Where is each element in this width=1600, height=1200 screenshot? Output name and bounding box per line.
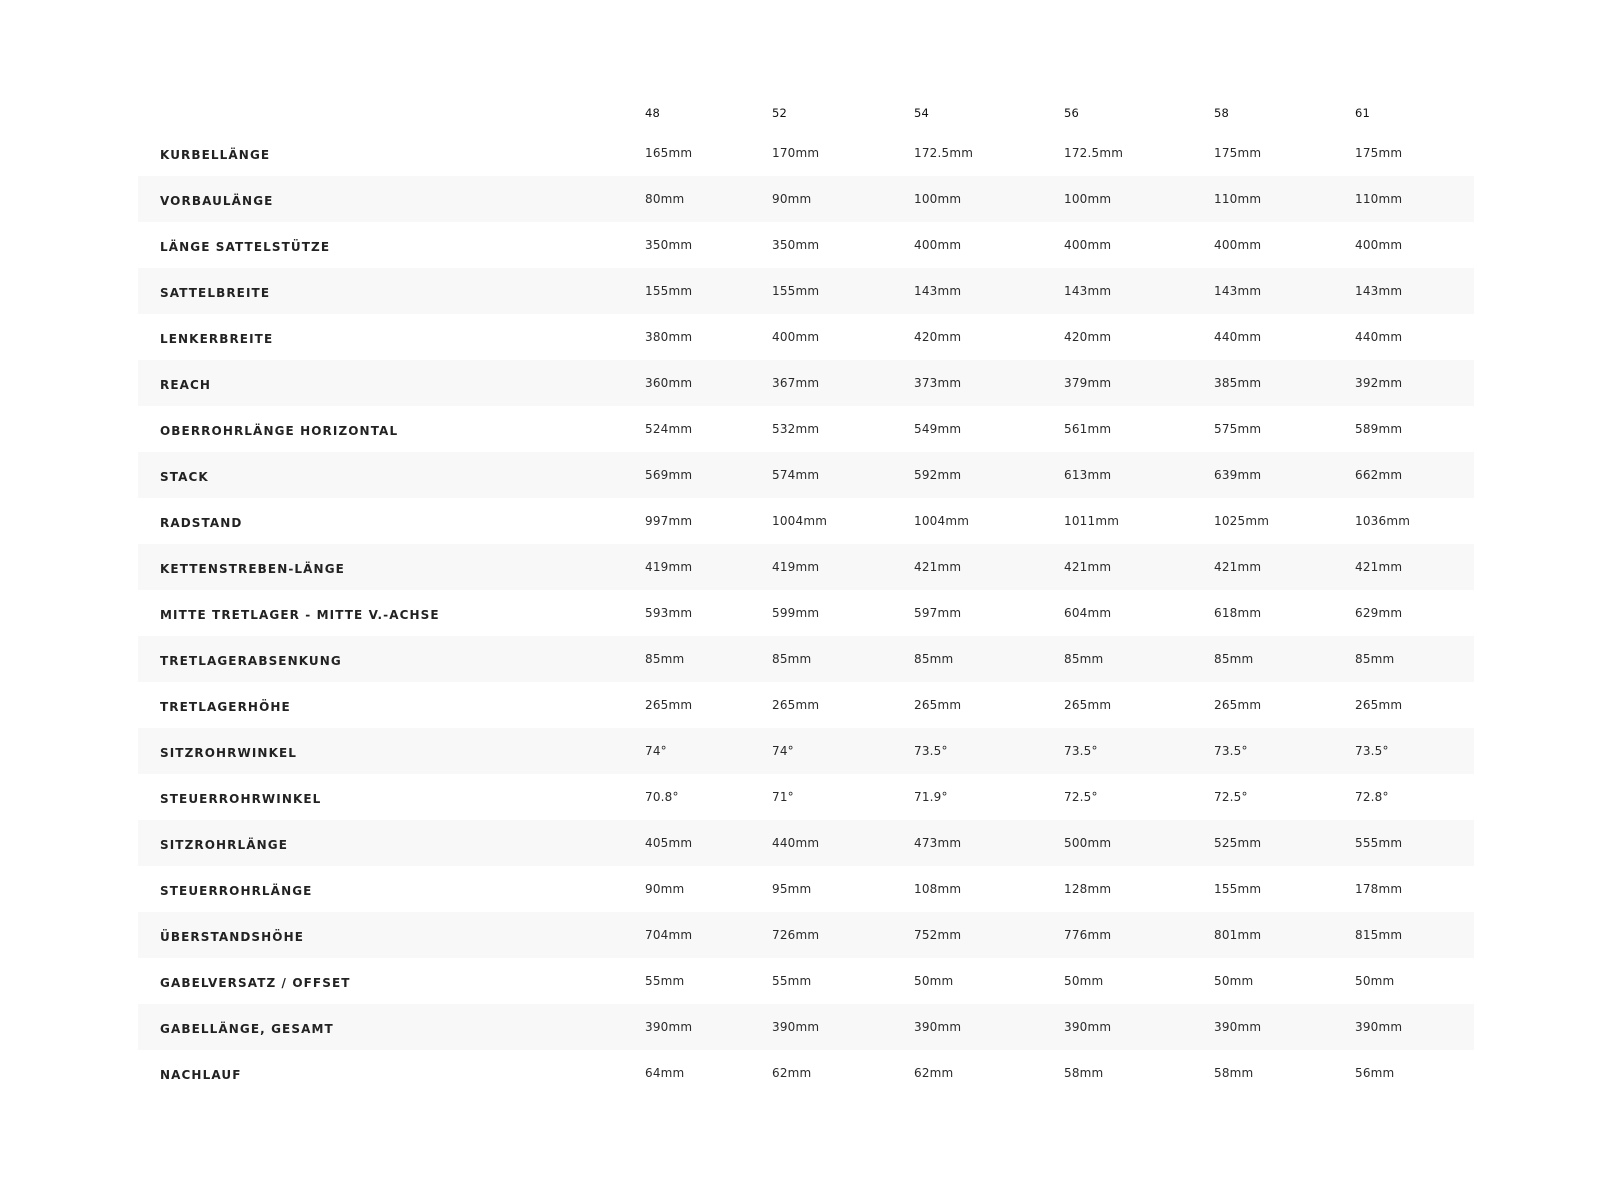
value-cell: 420mm xyxy=(1064,330,1112,344)
value-cell: 532mm xyxy=(772,422,820,436)
value-cell: 265mm xyxy=(914,698,962,712)
value-cell: 1004mm xyxy=(914,514,970,528)
table-row xyxy=(138,958,1474,1004)
value-cell: 155mm xyxy=(1214,882,1262,896)
value-cell: 390mm xyxy=(914,1020,962,1034)
value-cell: 390mm xyxy=(645,1020,693,1034)
value-cell: 379mm xyxy=(1064,376,1112,390)
table-row xyxy=(138,774,1474,820)
value-cell: 62mm xyxy=(914,1066,954,1080)
value-cell: 155mm xyxy=(772,284,820,298)
row-label: GABELLÄNGE, GESAMT xyxy=(160,1022,334,1036)
value-cell: 589mm xyxy=(1355,422,1403,436)
size-header: 61 xyxy=(1355,106,1371,120)
row-label: SATTELBREITE xyxy=(160,286,271,300)
value-cell: 50mm xyxy=(1064,974,1104,988)
table-row xyxy=(138,452,1474,498)
row-label: RADSTAND xyxy=(160,516,243,530)
table-row xyxy=(138,314,1474,360)
value-cell: 71.9° xyxy=(914,790,948,804)
value-cell: 265mm xyxy=(1214,698,1262,712)
value-cell: 110mm xyxy=(1355,192,1403,206)
geometry-table xyxy=(138,90,1474,1096)
value-cell: 85mm xyxy=(1214,652,1254,666)
value-cell: 380mm xyxy=(645,330,693,344)
value-cell: 801mm xyxy=(1214,928,1262,942)
size-header-row xyxy=(138,90,1474,130)
value-cell: 55mm xyxy=(772,974,812,988)
row-label: MITTE TRETLAGER - MITTE V.-ACHSE xyxy=(160,608,440,622)
value-cell: 350mm xyxy=(772,238,820,252)
value-cell: 265mm xyxy=(1355,698,1403,712)
value-cell: 592mm xyxy=(914,468,962,482)
value-cell: 50mm xyxy=(1355,974,1395,988)
value-cell: 73.5° xyxy=(1214,744,1248,758)
row-label: STEUERROHRWINKEL xyxy=(160,792,322,806)
value-cell: 128mm xyxy=(1064,882,1112,896)
value-cell: 64mm xyxy=(645,1066,685,1080)
value-cell: 265mm xyxy=(645,698,693,712)
value-cell: 175mm xyxy=(1355,146,1403,160)
row-label: SITZROHRLÄNGE xyxy=(160,838,289,852)
value-cell: 400mm xyxy=(1064,238,1112,252)
table-row xyxy=(138,820,1474,866)
row-label: SITZROHRWINKEL xyxy=(160,746,298,760)
value-cell: 172.5mm xyxy=(914,146,974,160)
value-cell: 776mm xyxy=(1064,928,1112,942)
value-cell: 440mm xyxy=(772,836,820,850)
value-cell: 265mm xyxy=(1064,698,1112,712)
table-row xyxy=(138,268,1474,314)
table-row xyxy=(138,1050,1474,1096)
value-cell: 752mm xyxy=(914,928,962,942)
value-cell: 815mm xyxy=(1355,928,1403,942)
value-cell: 175mm xyxy=(1214,146,1262,160)
value-cell: 110mm xyxy=(1214,192,1262,206)
table-row xyxy=(138,544,1474,590)
value-cell: 178mm xyxy=(1355,882,1403,896)
value-cell: 143mm xyxy=(1214,284,1262,298)
value-cell: 575mm xyxy=(1214,422,1262,436)
value-cell: 421mm xyxy=(914,560,962,574)
row-label: NACHLAUF xyxy=(160,1068,242,1082)
value-cell: 71° xyxy=(772,790,794,804)
value-cell: 726mm xyxy=(772,928,820,942)
value-cell: 85mm xyxy=(645,652,685,666)
table-row xyxy=(138,590,1474,636)
value-cell: 618mm xyxy=(1214,606,1262,620)
value-cell: 373mm xyxy=(914,376,962,390)
value-cell: 420mm xyxy=(914,330,962,344)
value-cell: 613mm xyxy=(1064,468,1112,482)
table-row xyxy=(138,176,1474,222)
value-cell: 473mm xyxy=(914,836,962,850)
table-row xyxy=(138,912,1474,958)
value-cell: 1004mm xyxy=(772,514,828,528)
value-cell: 561mm xyxy=(1064,422,1112,436)
value-cell: 350mm xyxy=(645,238,693,252)
table-row xyxy=(138,406,1474,452)
table-row xyxy=(138,682,1474,728)
row-label: GABELVERSATZ / OFFSET xyxy=(160,976,351,990)
value-cell: 80mm xyxy=(645,192,685,206)
value-cell: 569mm xyxy=(645,468,693,482)
value-cell: 50mm xyxy=(914,974,954,988)
value-cell: 72.8° xyxy=(1355,790,1389,804)
value-cell: 95mm xyxy=(772,882,812,896)
value-cell: 165mm xyxy=(645,146,693,160)
value-cell: 997mm xyxy=(645,514,693,528)
value-cell: 367mm xyxy=(772,376,820,390)
value-cell: 555mm xyxy=(1355,836,1403,850)
value-cell: 85mm xyxy=(1355,652,1395,666)
value-cell: 56mm xyxy=(1355,1066,1395,1080)
table-row xyxy=(138,130,1474,176)
row-label: STEUERROHRLÄNGE xyxy=(160,884,313,898)
value-cell: 440mm xyxy=(1214,330,1262,344)
value-cell: 385mm xyxy=(1214,376,1262,390)
table-row xyxy=(138,498,1474,544)
row-label: LENKERBREITE xyxy=(160,332,274,346)
value-cell: 400mm xyxy=(1214,238,1262,252)
table-row xyxy=(138,636,1474,682)
size-header: 54 xyxy=(914,106,930,120)
row-label: ÜBERSTANDSHÖHE xyxy=(160,930,305,944)
value-cell: 85mm xyxy=(914,652,954,666)
value-cell: 73.5° xyxy=(1064,744,1098,758)
value-cell: 85mm xyxy=(1064,652,1104,666)
value-cell: 421mm xyxy=(1355,560,1403,574)
value-cell: 549mm xyxy=(914,422,962,436)
value-cell: 597mm xyxy=(914,606,962,620)
value-cell: 100mm xyxy=(1064,192,1112,206)
value-cell: 593mm xyxy=(645,606,693,620)
value-cell: 524mm xyxy=(645,422,693,436)
value-cell: 100mm xyxy=(914,192,962,206)
table-row xyxy=(138,360,1474,406)
value-cell: 599mm xyxy=(772,606,820,620)
value-cell: 90mm xyxy=(772,192,812,206)
value-cell: 50mm xyxy=(1214,974,1254,988)
value-cell: 500mm xyxy=(1064,836,1112,850)
value-cell: 525mm xyxy=(1214,836,1262,850)
value-cell: 73.5° xyxy=(1355,744,1389,758)
size-header: 56 xyxy=(1064,106,1080,120)
size-header: 58 xyxy=(1214,106,1230,120)
value-cell: 143mm xyxy=(914,284,962,298)
value-cell: 1036mm xyxy=(1355,514,1411,528)
value-cell: 72.5° xyxy=(1064,790,1098,804)
value-cell: 629mm xyxy=(1355,606,1403,620)
value-cell: 55mm xyxy=(645,974,685,988)
value-cell: 400mm xyxy=(1355,238,1403,252)
value-cell: 74° xyxy=(772,744,794,758)
value-cell: 108mm xyxy=(914,882,962,896)
value-cell: 662mm xyxy=(1355,468,1403,482)
value-cell: 170mm xyxy=(772,146,820,160)
value-cell: 419mm xyxy=(772,560,820,574)
value-cell: 392mm xyxy=(1355,376,1403,390)
value-cell: 400mm xyxy=(914,238,962,252)
value-cell: 639mm xyxy=(1214,468,1262,482)
value-cell: 574mm xyxy=(772,468,820,482)
value-cell: 390mm xyxy=(1064,1020,1112,1034)
row-label: VORBAULÄNGE xyxy=(160,194,274,208)
row-label: KETTENSTREBEN-LÄNGE xyxy=(160,562,345,576)
value-cell: 62mm xyxy=(772,1066,812,1080)
value-cell: 73.5° xyxy=(914,744,948,758)
table-row xyxy=(138,728,1474,774)
row-label: TRETLAGERHÖHE xyxy=(160,700,291,714)
size-header: 48 xyxy=(645,106,661,120)
value-cell: 72.5° xyxy=(1214,790,1248,804)
value-cell: 1011mm xyxy=(1064,514,1120,528)
value-cell: 143mm xyxy=(1355,284,1403,298)
value-cell: 390mm xyxy=(1355,1020,1403,1034)
size-header: 52 xyxy=(772,106,788,120)
row-label: TRETLAGERABSENKUNG xyxy=(160,654,342,668)
value-cell: 405mm xyxy=(645,836,693,850)
value-cell: 70.8° xyxy=(645,790,679,804)
value-cell: 419mm xyxy=(645,560,693,574)
row-label: KURBELLÄNGE xyxy=(160,148,271,162)
value-cell: 360mm xyxy=(645,376,693,390)
value-cell: 390mm xyxy=(1214,1020,1262,1034)
table-row xyxy=(138,1004,1474,1050)
value-cell: 440mm xyxy=(1355,330,1403,344)
value-cell: 265mm xyxy=(772,698,820,712)
table-body xyxy=(138,130,1474,1096)
value-cell: 85mm xyxy=(772,652,812,666)
value-cell: 421mm xyxy=(1064,560,1112,574)
value-cell: 1025mm xyxy=(1214,514,1270,528)
value-cell: 604mm xyxy=(1064,606,1112,620)
value-cell: 172.5mm xyxy=(1064,146,1124,160)
value-cell: 704mm xyxy=(645,928,693,942)
value-cell: 390mm xyxy=(772,1020,820,1034)
value-cell: 143mm xyxy=(1064,284,1112,298)
table-row xyxy=(138,222,1474,268)
value-cell: 58mm xyxy=(1064,1066,1104,1080)
value-cell: 421mm xyxy=(1214,560,1262,574)
value-cell: 90mm xyxy=(645,882,685,896)
value-cell: 155mm xyxy=(645,284,693,298)
row-label: LÄNGE SATTELSTÜTZE xyxy=(160,240,331,254)
row-label: STACK xyxy=(160,470,209,484)
value-cell: 74° xyxy=(645,744,667,758)
table-row xyxy=(138,866,1474,912)
value-cell: 400mm xyxy=(772,330,820,344)
row-label: OBERROHRLÄNGE HORIZONTAL xyxy=(160,424,399,438)
value-cell: 58mm xyxy=(1214,1066,1254,1080)
row-label: REACH xyxy=(160,378,212,392)
